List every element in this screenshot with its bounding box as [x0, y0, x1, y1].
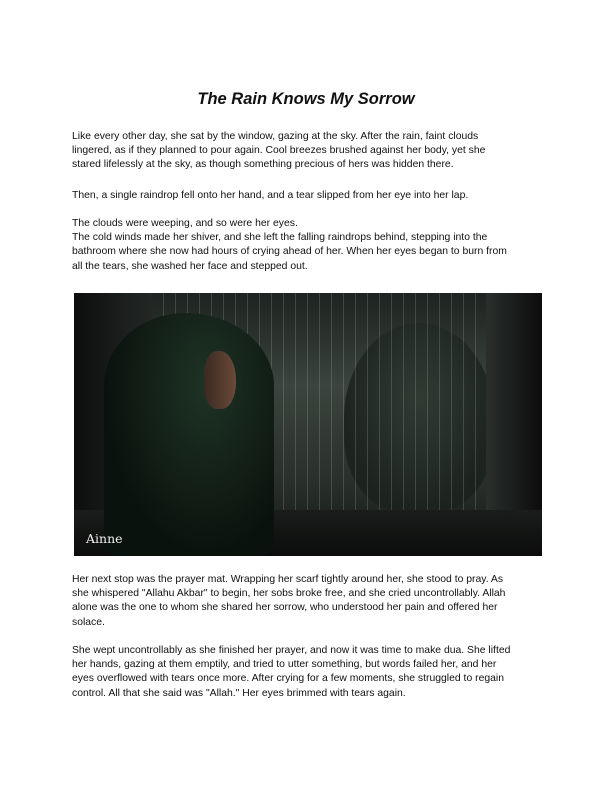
paragraph	[72, 217, 552, 274]
text-line: she whispered "Allahu Akbar" to begin, her sobs broke free, and she cried uncontrollably. Allah	[72, 588, 506, 600]
text-line: eyes overflowed with tears once more. After crying for a few moments, she struggled to regain	[72, 673, 504, 685]
text-line: bathroom where she now had hours of crying ahead of her. When her eyes began to burn from	[72, 246, 507, 258]
text-line: The cold winds made her shiver, and she left the falling raindrops behind, stepping into the	[72, 232, 488, 244]
illustration-girl-by-rainy-window	[74, 293, 542, 556]
text-line: alone was the one to whom she shared her sorrow, who understood her pain and offered her	[72, 602, 498, 614]
text-line: Then, a single raindrop fell onto her hand, and a tear slipped from her eye into her lap.	[72, 190, 469, 201]
paragraph	[72, 130, 552, 173]
paragraph	[72, 644, 552, 701]
text-line: lingered, as if they planned to pour again. Cool breezes brushed against her body, yet she	[72, 145, 486, 157]
face	[204, 351, 236, 409]
text-line: The clouds were weeping, and so were her eyes.	[72, 218, 298, 229]
text-line: control. All that she said was "Allah." Her eyes brimmed with tears again.	[72, 687, 406, 699]
paragraph	[72, 189, 552, 203]
hijab-figure	[104, 313, 274, 556]
text-line: all the tears, she washed her face and stepped out.	[72, 260, 308, 272]
artist-signature: Ainne	[86, 531, 123, 546]
text-line: solace.	[72, 616, 105, 628]
text-line: Her next stop was the prayer mat. Wrapping her scarf tightly around her, she stood to pray. As	[72, 574, 504, 585]
document-title: The Rain Knows My Sorrow	[197, 90, 415, 108]
text-line: She wept uncontrollably as she finished her prayer, and now it was time to make dua. She lifted	[72, 645, 511, 656]
paragraph	[72, 573, 552, 630]
text-line: stared lifelessly at the sky, as though something precious of hers was hidden there.	[72, 159, 454, 171]
text-line: her hands, gazing at them emptily, and tried to utter something, but words failed her, and her	[72, 659, 497, 671]
text-line: Like every other day, she sat by the window, gazing at the sky. After the rain, faint clouds	[72, 131, 479, 142]
